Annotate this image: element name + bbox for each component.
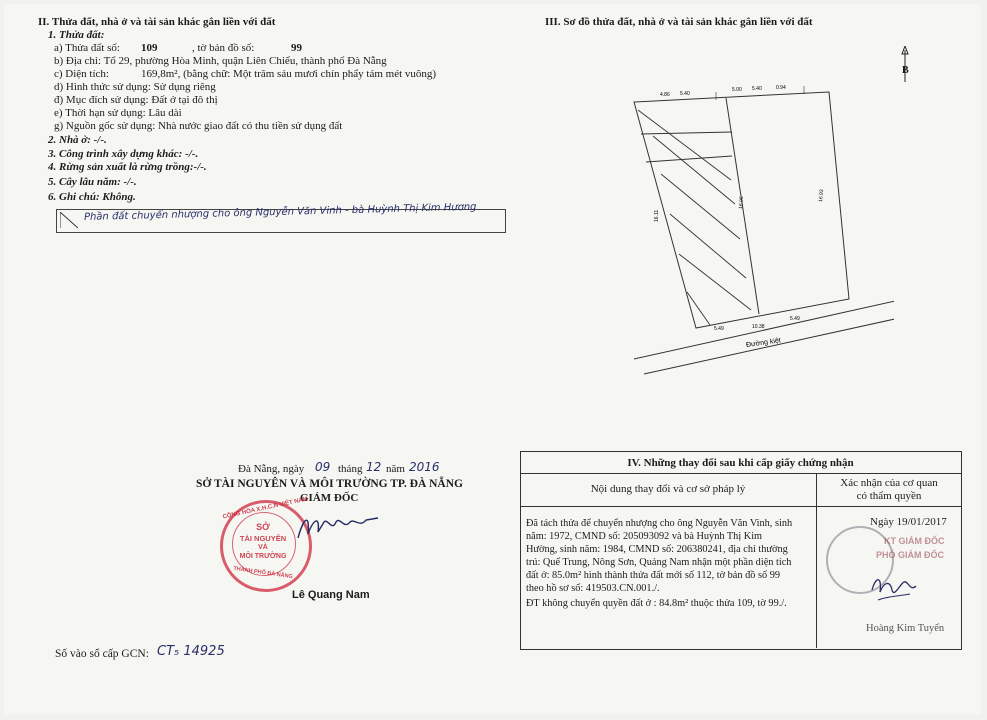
dim-bottom-right: 5.49: [790, 316, 800, 322]
house: 2. Nhà ở: -/-.: [48, 134, 107, 146]
signer-role: GIÁM ĐỐC: [300, 492, 359, 504]
seal-center-3: VÀ: [258, 544, 268, 551]
construction: 3. Công trình xây dựng khác: -/-.: [48, 148, 199, 160]
seal-bottom-text: THÀNH PHỐ ĐÀ NẴNG: [232, 565, 294, 581]
address: b) Địa chỉ: Tổ 29, phường Hòa Minh, quận Liên Chiểu, thành phố Đà Nẵng: [54, 55, 387, 67]
month-label: tháng: [338, 463, 363, 475]
change-line: đất ở: 85.0m² hình thành thửa đất mới số 112, tờ bản đồ số 99: [526, 570, 780, 581]
dim-top-left: 4.86: [660, 92, 670, 98]
purpose: đ) Mục đích sử dụng: Đất ở tại đô thị: [54, 94, 218, 106]
change-line: Đã tách thửa để chuyển nhượng cho ông Nguyễn Văn Vinh, sinh: [526, 518, 793, 529]
registry-number: CT₅ 14925: [157, 644, 225, 659]
north-label: B: [902, 65, 909, 76]
section-4-title: IV. Những thay đổi sau khi cấp giấy chứng nhận: [627, 457, 854, 469]
section-3-title: III. Sơ đồ thửa đất, nhà ở và tài sản khác gắn liền với đất: [545, 16, 813, 28]
dim-bottom-left: 5.49: [714, 326, 724, 332]
change-line: theo hồ sơ số: 419503.CN.001./.: [526, 583, 660, 594]
change-content: [526, 517, 792, 610]
deputy-signature-icon: [866, 570, 926, 606]
table-header-divider: [520, 473, 961, 474]
col-content-header: Nội dung thay đổi và cơ sở pháp lý: [590, 483, 746, 495]
dim-bottom-mid: 10.38: [752, 324, 765, 330]
note-box-diagonal: [60, 212, 78, 228]
lot-label: a) Thửa đất số:: [54, 42, 120, 54]
registry-label: Số vào sổ cấp GCN:: [55, 648, 149, 660]
dim-left-side: 16.11: [654, 209, 660, 222]
origin: g) Nguồn gốc sử dụng: Nhà nước giao đất có thu tiền sử dụng đất: [54, 120, 343, 132]
seal-center-1: SỞ: [256, 522, 270, 532]
date-prefix: Đà Nẵng, ngày: [238, 463, 305, 475]
director-signature-icon: [294, 508, 384, 548]
use-form: d) Hình thức sử dụng: Sử dụng riêng: [54, 81, 216, 93]
dim-top-mid-b: 5.00: [732, 87, 742, 93]
agency-name: SỞ TÀI NGUYÊN VÀ MÔI TRƯỜNG TP. ĐÀ NẴNG: [196, 478, 463, 490]
change-line: năm: 1972, CMND số: 205093092 và bà Huỳnh Thị Kim: [526, 531, 763, 542]
dim-top-mid-a: 5.40: [680, 91, 690, 97]
map-number: 99: [291, 42, 302, 54]
land-heading: 1. Thửa đất:: [48, 29, 105, 41]
confirm-date: Ngày 19/01/2017: [870, 516, 947, 528]
dim-center-line: 16.05: [738, 196, 746, 210]
road-label: Đường kiệt: [745, 337, 782, 350]
year-label: năm: [386, 463, 405, 475]
date-year: 2016: [409, 460, 440, 474]
confirm-role-1: KT GIÁM ĐỐC: [884, 536, 945, 546]
col-confirm-header-1: Xác nhận của cơ quan: [840, 477, 938, 489]
section-2-title: II. Thửa đất, nhà ở và tài sản khác gắn liền với đất: [38, 16, 276, 28]
dim-top-right: 0.94: [776, 85, 786, 91]
seal-center-2: TÀI NGUYÊN: [239, 534, 287, 543]
date-month: 12: [366, 460, 382, 474]
date-day: 09: [315, 460, 331, 474]
handwritten-note: Phần đất chuyển nhượng cho ông Nguyễn Văn Vinh - bà Huỳnh Thị Kim Hương: [83, 201, 477, 223]
lot-number: 109: [141, 42, 158, 54]
perennial: 5. Cây lâu năm: -/-.: [48, 176, 137, 188]
change-line: Hường, sinh năm: 1984, CMND số: 206380241, địa chỉ thường: [526, 544, 788, 555]
confirm-role-2: PHÓ GIÁM ĐỐC: [876, 550, 945, 560]
col-confirm-header-2: có thẩm quyền: [856, 490, 922, 502]
parcel-diagram: [604, 74, 894, 384]
dim-top-mid-c: 5.40: [752, 86, 762, 92]
change-line: ĐT không chuyển quyền đất ở : 84.8m² thuộc thửa 109, tờ 99./.: [526, 598, 787, 609]
area-value: 169,8m², (bằng chữ: Một trăm sáu mươi chín phẩy tám mét vuông): [141, 68, 437, 80]
confirm-signer: Hoàng Kim Tuyến: [866, 623, 945, 634]
area-label: c) Diện tích:: [54, 68, 109, 80]
map-label: , tờ bản đồ số:: [192, 42, 255, 54]
duration: e) Thời hạn sử dụng: Lâu dài: [54, 107, 182, 119]
certificate-page: [4, 4, 981, 714]
change-line: trú: Quế Trung, Nông Sơn, Quảng Nam nhận một phần diện tích: [526, 557, 792, 568]
seal-outer-text: CỘNG HÒA X.H.C.N VIỆT NAM: [222, 496, 309, 521]
seal-center-4: MÔI TRƯỜNG: [239, 553, 287, 560]
signer-name: Lê Quang Nam: [292, 589, 370, 601]
dim-right-side: 16.93: [818, 189, 826, 203]
note: 6. Ghi chú: Không.: [48, 191, 136, 203]
table-col-header-divider: [520, 506, 961, 507]
forest: 4. Rừng sản xuất là rừng trồng:-/-.: [48, 161, 207, 173]
